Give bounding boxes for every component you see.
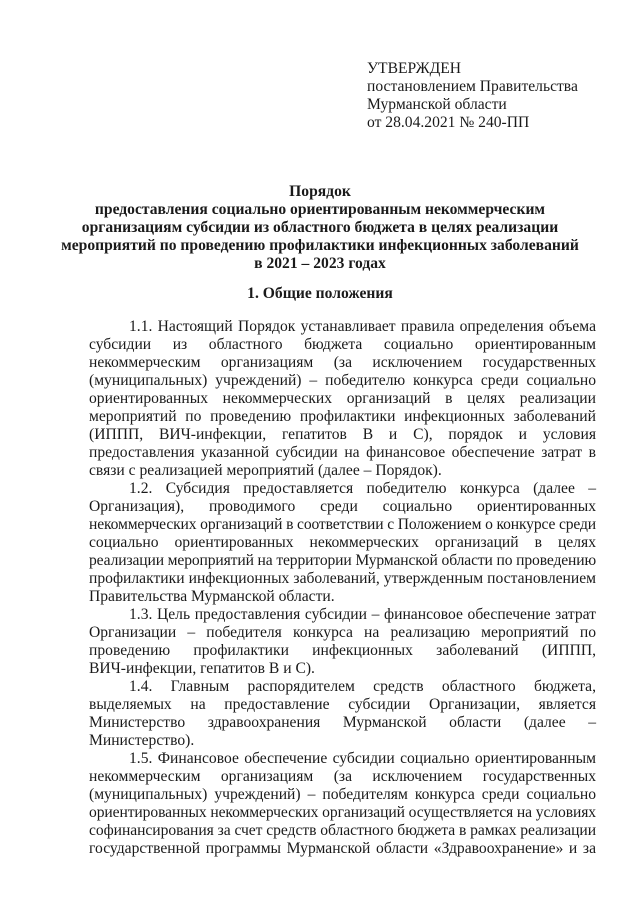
paragraph-line: субсидии из областного бюджета социально ориентированным — [89, 336, 596, 353]
paragraph-line: ориентированных некоммерческих организаций осуществляется на условиях — [89, 804, 596, 821]
paragraph-line: выделяемых на предоставление субсидии Организации, является — [89, 696, 596, 713]
title-line: предоставления социально ориентированным некоммерческим — [94, 201, 546, 218]
paragraph-line: (ИППП, ВИЧ-инфекции, гепатитов В и С), порядок и условия — [89, 426, 596, 443]
title-line: мероприятий по проведению профилактики инфекционных заболеваний — [61, 237, 579, 254]
paragraph-line: профилактики инфекционных заболеваний, утвержденным постановлением — [89, 570, 596, 587]
paragraph-line: социально ориентированных некоммерческих организаций в целях — [89, 534, 596, 551]
paragraph-line: государственной программы Мурманской области «Здравоохранение» и за — [89, 840, 596, 857]
paragraph-line: (муниципальных) учреждений) – победителю конкурса среди социально — [89, 372, 596, 389]
paragraph-1-3 — [89, 606, 596, 678]
paragraph-line: ВИЧ-инфекции, гепатитов В и С). — [89, 660, 315, 677]
section-heading: 1. Общие положения — [247, 285, 393, 302]
paragraph-line: 1.3. Цель предоставления субсидии – финансовое обеспечение затрат — [129, 606, 596, 623]
paragraph-line: Министерство). — [89, 732, 195, 749]
document-body — [89, 318, 596, 858]
approval-heading: УТВЕРЖДЕН — [367, 60, 462, 77]
paragraph-line: проведению профилактики инфекционных заболеваний (ИППП, — [89, 642, 596, 659]
approval-stamp — [367, 60, 617, 132]
paragraph-line: 1.2. Субсидия предоставляется победителю конкурса (далее – — [129, 480, 596, 497]
approval-date-number: от 28.04.2021 № 240-ПП — [367, 114, 530, 131]
paragraph-line: предоставления указанной субсидии на финансовое обеспечение затрат в — [89, 444, 596, 461]
paragraph-line: Правительства Мурманской области. — [89, 588, 335, 605]
paragraph-line: мероприятий по проведению профилактики инфекционных заболеваний — [89, 408, 596, 425]
paragraph-line: некоммерческим организациям (за исключением государственных — [89, 354, 596, 371]
paragraph-line: (муниципальных) учреждений) – победителям конкурса среди социально — [89, 786, 596, 803]
paragraph-line: Организация), проводимого среди социально ориентированных — [89, 498, 596, 515]
paragraph-1-2 — [89, 480, 596, 606]
approval-region: Мурманской области — [367, 96, 507, 113]
paragraph-line: ориентированных некоммерческих организаций в целях реализации — [89, 390, 596, 407]
paragraph-1-5 — [89, 750, 596, 858]
paragraph-1-4 — [89, 678, 596, 750]
paragraph-line: софинансирования за счет средств областного бюджета в рамках реализации — [89, 822, 596, 839]
title-line: организациям субсидии из областного бюджета в целях реализации — [81, 219, 559, 236]
title-word: Порядок — [289, 183, 351, 200]
paragraph-line: Министерство здравоохранения Мурманской области (далее – — [89, 714, 596, 731]
approval-resolution: постановлением Правительства — [367, 78, 578, 95]
paragraph-line: 1.5. Финансовое обеспечение субсидии социально ориентированным — [129, 750, 596, 767]
paragraph-line: Организации – победителя конкурса на реализацию мероприятий по — [89, 624, 596, 641]
title-line: в 2021 – 2023 годах — [254, 255, 386, 272]
paragraph-line: 1.1. Настоящий Порядок устанавливает правила определения объема — [129, 318, 596, 335]
paragraph-1-1 — [89, 318, 596, 480]
paragraph-line: связи с реализацией мероприятий (далее – Порядок). — [89, 462, 442, 479]
paragraph-line: 1.4. Главным распорядителем средств областного бюджета, — [129, 678, 596, 695]
paragraph-line: некоммерческих организаций в соответствии с Положением о конкурсе среди — [89, 516, 596, 533]
document-title — [40, 183, 600, 273]
paragraph-line: некоммерческим организациям (за исключением государственных — [89, 768, 596, 785]
paragraph-line: реализации мероприятий на территории Мурманской области по проведению — [89, 552, 596, 569]
